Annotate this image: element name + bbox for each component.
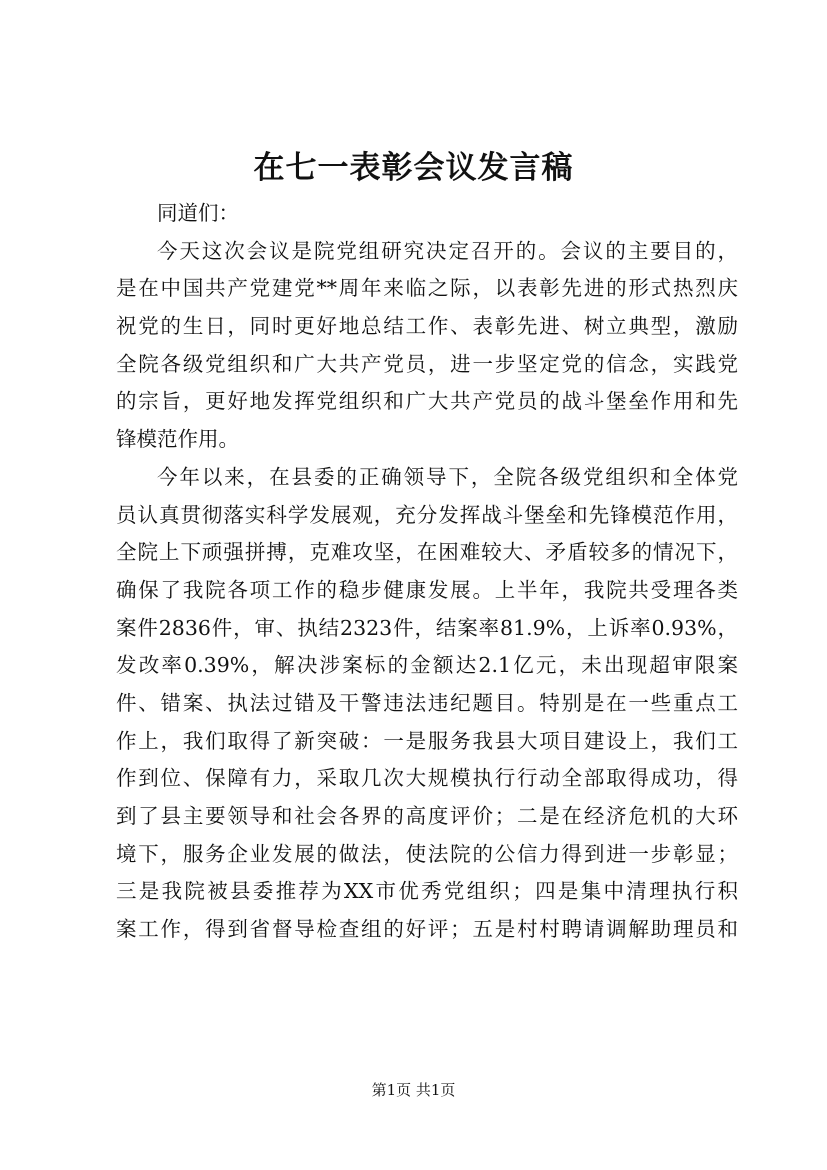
page-footer: 第1页 共1页: [371, 1081, 456, 1099]
paragraph-line: 的宗旨，更好地发挥党组织和广大共产党员的战斗堡垒作用和先: [116, 389, 738, 414]
document-body: [116, 195, 738, 949]
paragraph-line: 作上，我们取得了新突破：一是服务我县大项目建设上，我们工: [116, 728, 738, 753]
paragraph-line: 件、错案、执法过错及干警违法违纪题目。特别是在一些重点工: [116, 690, 738, 715]
paragraph-line: 案件2836件，审、执结2323件，结案率81.9%，上诉率0.93%，: [116, 615, 738, 640]
paragraph-line: 全院上下顽强拼搏，克难攻坚，在困难较大、矛盾较多的情况下，: [116, 540, 738, 565]
paragraph-line: 员认真贯彻落实科学发展观，充分发挥战斗堡垒和先锋模范作用，: [116, 502, 738, 527]
paragraph-line: 三是我院被县委推荐为XX市优秀党组织；四是集中清理执行积: [116, 879, 738, 904]
paragraph-line: 到了县主要领导和社会各界的高度评价；二是在经济危机的大环: [116, 804, 738, 828]
paragraph-line: 发改率0.39%，解决涉案标的金额达2.1亿元，未出现超审限案: [116, 653, 738, 678]
paragraph-line: 锋模范作用。: [116, 427, 239, 452]
paragraph-line: 案工作，得到省督导检查组的好评；五是村村聘请调解助理员和: [116, 917, 738, 942]
paragraph-line: 今天这次会议是院党组研究决定召开的。会议的主要目的，: [157, 238, 738, 263]
paragraph-line: 今年以来，在县委的正确领导下，全院各级党组织和全体党: [157, 464, 738, 489]
paragraph-line: 全院各级党组织和广大共产党员，进一步坚定党的信念，实践党: [116, 351, 738, 376]
paragraph-line: 确保了我院各项工作的稳步健康发展。上半年，我院共受理各类: [116, 577, 738, 602]
paragraph-line: 祝党的生日，同时更好地总结工作、表彰先进、树立典型，激励: [116, 314, 738, 339]
salutation-line: 同道们：: [157, 201, 239, 225]
paragraph-line: 境下，服务企业发展的做法，使法院的公信力得到进一步彰显；: [116, 841, 738, 866]
document-title: 在七一表彰会议发言稿: [253, 150, 574, 186]
paragraph-line: 作到位、保障有力，采取几次大规模执行行动全部取得成功，得: [116, 766, 738, 791]
paragraph-line: 是在中国共产党建党**周年来临之际，以表彰先进的形式热烈庆: [116, 276, 738, 301]
